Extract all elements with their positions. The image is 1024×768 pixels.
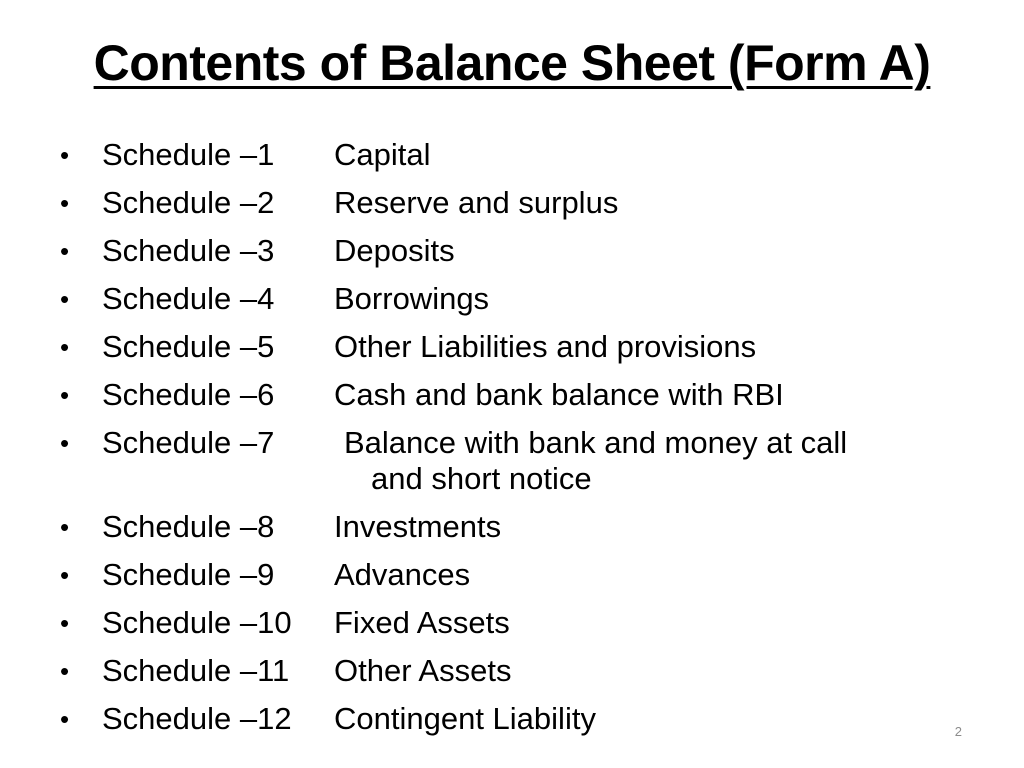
schedule-code: Schedule –8: [102, 509, 275, 544]
schedule-code: Schedule –12: [102, 701, 292, 736]
list-item-schedule-4: [58, 281, 978, 329]
schedule-list: [58, 137, 978, 749]
bullet-icon: •: [60, 236, 70, 266]
schedule-description: [334, 425, 944, 497]
schedule-description: Advances: [334, 557, 471, 592]
list-item-schedule-10: [58, 605, 978, 653]
bullet-icon: •: [60, 380, 70, 410]
bullet-icon: •: [60, 188, 70, 218]
bullet-icon: •: [60, 656, 70, 686]
schedule-code: Schedule –3: [102, 233, 275, 268]
list-item-schedule-1: [58, 137, 978, 185]
schedule-description: Contingent Liability: [334, 701, 596, 736]
list-item-schedule-12: [58, 701, 978, 749]
bullet-icon: •: [60, 512, 70, 542]
schedule-code: Schedule –10: [102, 605, 292, 640]
schedule-code: Schedule –9: [102, 557, 275, 592]
schedule-code: Schedule –6: [102, 377, 275, 412]
schedule-code: Schedule –5: [102, 329, 275, 364]
bullet-icon: •: [60, 704, 70, 734]
list-item-schedule-9: [58, 557, 978, 605]
schedule-description: Other Liabilities and provisions: [334, 329, 757, 364]
bullet-icon: •: [60, 284, 70, 314]
schedule-code: Schedule –1: [102, 137, 275, 172]
schedule-description: Other Assets: [334, 653, 512, 688]
list-item-schedule-11: [58, 653, 978, 701]
list-item-schedule-5: [58, 329, 978, 377]
bullet-icon: •: [60, 428, 70, 458]
schedule-description-line-1: Balance with bank and money at call: [344, 425, 848, 460]
schedule-description: Fixed Assets: [334, 605, 510, 640]
schedule-code: Schedule –2: [102, 185, 275, 220]
list-item-schedule-2: [58, 185, 978, 233]
list-item-schedule-7: [58, 425, 978, 509]
list-item-schedule-6: [58, 377, 978, 425]
schedule-description: Reserve and surplus: [334, 185, 619, 220]
slide-title-text: Contents of Balance Sheet (Form A): [93, 35, 931, 91]
schedule-code: Schedule –11: [102, 653, 290, 688]
schedule-description-line-2: and short notice: [371, 461, 592, 496]
list-item-schedule-8: [58, 509, 978, 557]
schedule-description: Investments: [334, 509, 502, 544]
bullet-icon: •: [60, 608, 70, 638]
bullet-icon: •: [60, 332, 70, 362]
bullet-icon: •: [60, 560, 70, 590]
schedule-description: Deposits: [334, 233, 455, 268]
schedule-description: Borrowings: [334, 281, 490, 316]
schedule-code: Schedule –7: [102, 425, 275, 460]
schedule-code: Schedule –4: [102, 281, 275, 316]
bullet-icon: •: [60, 140, 70, 170]
slide-title: [0, 30, 1024, 96]
page-number: 2: [954, 724, 962, 739]
schedule-description: Cash and bank balance with RBI: [334, 377, 784, 412]
list-item-schedule-3: [58, 233, 978, 281]
schedule-description: Capital: [334, 137, 431, 172]
